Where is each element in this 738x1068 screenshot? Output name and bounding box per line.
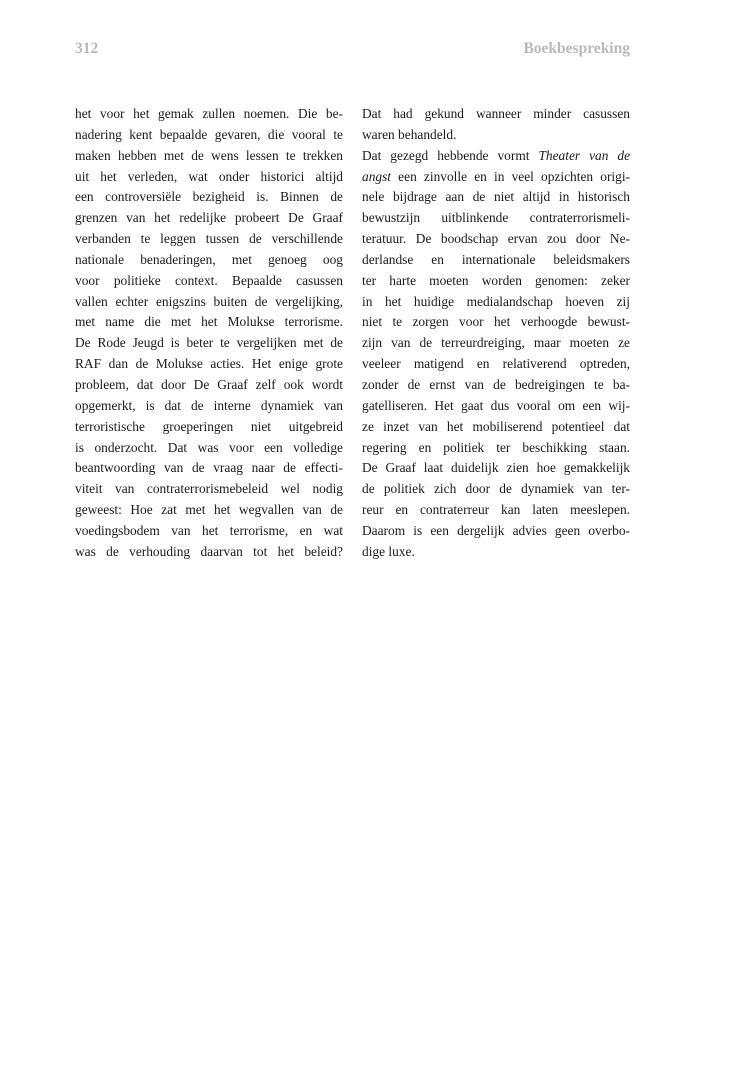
text-line: zonder de ernst van de bedreigingen te ba- [362,376,630,392]
text-line: maken hebben met de wens lessen te trekken [75,147,343,163]
text-line: uit het verleden, wat onder historici altijd [75,168,343,184]
text-line: in het huidige medialandschap hoeven zij [362,293,630,309]
text-line: gatelliseren. Het gaat dus vooral om een wij- [362,397,630,413]
text-line: de politiek zich door de dynamiek van ter- [362,481,630,497]
text-line [362,167,630,188]
text-line: ter harte moeten worden genomen: zeker [362,272,630,288]
running-title: Boekbespreking [523,40,630,57]
text-line: zijn van de terreurdreiging, maar moeten ze [362,335,630,351]
text-line: geweest: Hoe zat met het wegvallen van de [75,502,343,518]
book-title-italic: angst [362,168,392,184]
text-line: viteit van contraterrorismebeleid wel nodig [75,481,343,497]
left-column [75,104,343,563]
text-line: het voor het gemak zullen noemen. Die be- [75,106,343,121]
text-line: voedingsbodem van het terrorisme, en wat [75,522,343,538]
text-line [362,146,630,167]
text-line: met name die met het Molukse terrorisme. [75,314,343,330]
text-line: Dat had gekund wanneer minder casussen [362,106,630,121]
text-line: verbanden te leggen tussen de verschillende [75,231,343,247]
text-line: een controversiële bezigheid is. Binnen de [75,189,343,205]
text-line: beantwoording van de vraag naar de effecti- [75,460,343,476]
text-line: nationale benaderingen, met genoeg oog [75,251,343,267]
text-line: was de verhouding daarvan tot het beleid? [75,543,343,559]
text-line: ze inzet van het mobiliserend potentieel dat [362,418,630,434]
text-line: bewustzijn uitblinkende contraterrorismeli- [362,210,630,226]
text-line: nadering kent bepaalde gevaren, die vooral te [75,126,343,142]
text-segment: Dat gezegd hebbende vormt [362,147,539,163]
right-column [362,104,630,563]
running-head [75,40,630,62]
text-line: voor politieke context. Bepaalde casussen [75,272,343,288]
text-line: vallen echter enigszins buiten de vergelijking, [75,293,343,309]
text-line: derlandse en internationale beleidsmakers [362,251,630,267]
text-line: nele bijdrage aan de niet altijd in historisch [362,189,630,205]
text-line: is onderzocht. Dat was voor een volledige [75,439,343,455]
text-line: teratuur. De boodschap ervan zou door Ne- [362,231,630,247]
book-title-italic: Theater van de [538,147,631,163]
text-line: grenzen van het redelijke probeert De Graaf [75,210,343,226]
text-segment: een zinvolle en in veel opzichten origi- [391,168,630,184]
text-line: reur en contraterreur kan laten meeslepen. [362,502,630,518]
text-line: niet te zorgen voor het verhoogde bewust- [362,314,630,330]
text-line: probleem, dat door De Graaf zelf ook wordt [75,376,343,392]
text-line: De Graaf laat duidelijk zien hoe gemakkelijk [362,460,630,476]
text-line: regering en politiek ter beschikking staan. [362,439,630,455]
text-line: waren behandeld. [362,126,457,142]
text-line: dige luxe. [362,543,415,559]
text-line: opgemerkt, is dat de interne dynamiek van [75,397,343,413]
text-line: RAF dan de Molukse acties. Het enige grote [75,356,343,372]
text-line: veeleer matigend en relativerend optreden, [362,356,630,372]
page-number: 312 [75,40,99,57]
text-line: De Rode Jeugd is beter te vergelijken met de [75,335,343,351]
text-line: terroristische groeperingen niet uitgebreid [75,418,343,434]
text-line: Daarom is een dergelijk advies geen overbo- [362,522,630,538]
